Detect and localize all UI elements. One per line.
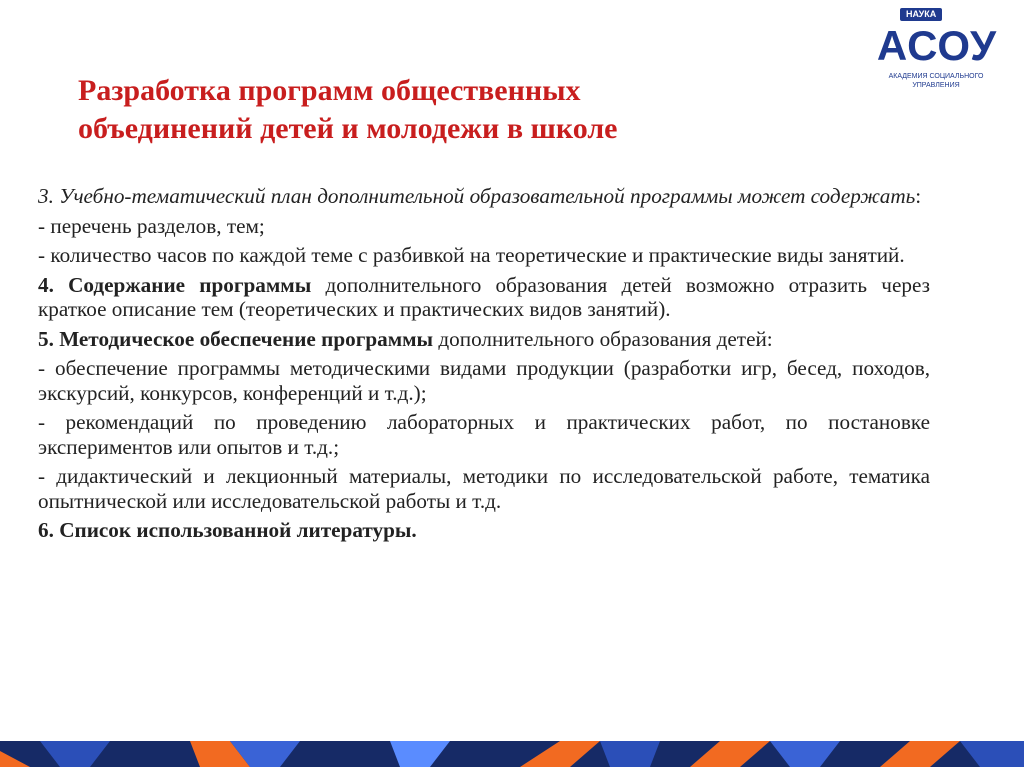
item5-bullet-1: - обеспечение программы методическими видами продукции (разработки игр, бесед, походов, экскурсий, конкурсов, конференций и т.д.); [38, 356, 930, 405]
item3-heading-colon: : [915, 184, 922, 208]
logo-subtitle [868, 72, 1004, 90]
item6-heading: 6. Список использованной литературы. [38, 518, 417, 542]
item4-text: дополнительного образования детей возможно отразить через краткое описание тем (теоретических и практических видов занятий). [38, 272, 930, 321]
slide-body [38, 184, 930, 548]
logo-wordmark: АСОУ [876, 22, 998, 69]
item5 [38, 327, 930, 352]
item5-bullet-3: - дидактический и лекционный материалы, методики по исследовательской работе, тематика опытнической или исследовательской работы и т.д. [38, 464, 930, 513]
logo-subtitle-line1: АКАДЕМИЯ СОЦИАЛЬНОГО [888, 73, 984, 80]
item3-heading-text: 3. Учебно-тематический план дополнительной образовательной программы может содержать [38, 184, 916, 208]
item3-bullet-1: - перечень разделов, тем; [38, 213, 265, 238]
asou-logo [868, 8, 1004, 92]
item5-text: дополнительного образования детей: [433, 326, 773, 351]
item4 [38, 273, 930, 322]
item4-heading: 4. Содержание программы [38, 272, 312, 297]
logo-badge: НАУКА [900, 8, 942, 21]
item6 [38, 518, 930, 543]
item3-heading [38, 184, 930, 209]
slide-title-line2: объединений детей и молодежи в школе [78, 112, 618, 145]
slide-title [78, 72, 818, 148]
item5-bullet-2: - рекомендаций по проведению лабораторных и практических работ, по постановке экспериментов или опытов и т.д.; [38, 410, 930, 459]
decorative-footer-band [0, 741, 1024, 767]
item5-heading: 5. Методическое обеспечение программы [38, 326, 434, 351]
logo-subtitle-line2: УПРАВЛЕНИЯ [912, 82, 960, 89]
item3-bullet-2: - количество часов по каждой теме с разбивкой на теоретические и практические виды занятий. [38, 243, 905, 267]
footer-pattern [0, 741, 1024, 767]
slide-title-line1: Разработка программ общественных [78, 74, 581, 107]
